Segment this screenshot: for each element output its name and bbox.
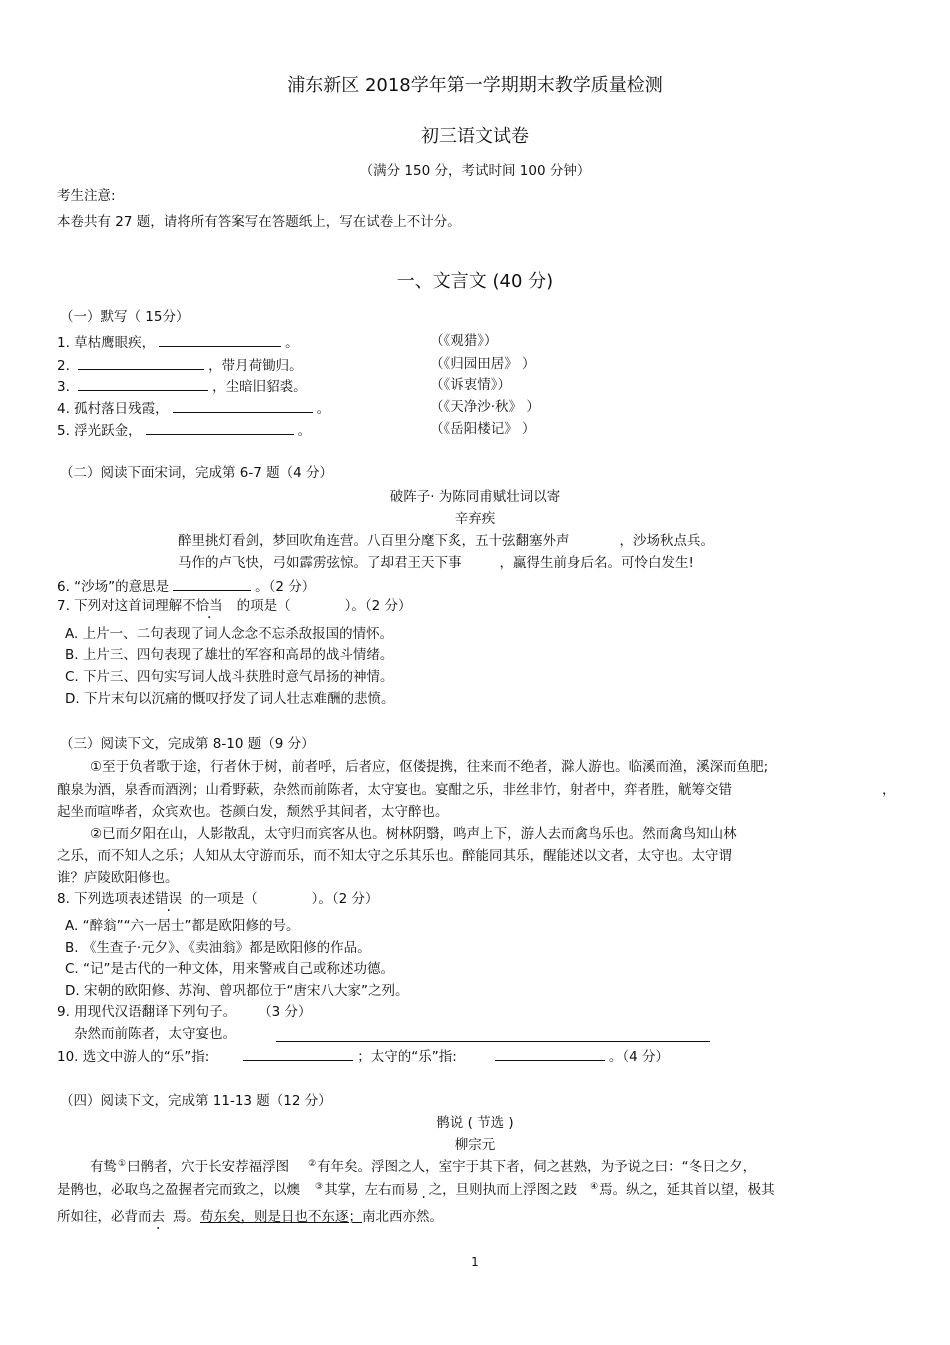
- recite-source-1: （《观猎》）: [430, 333, 498, 349]
- recite-source-5: （《岳阳楼记》 ）: [430, 421, 536, 437]
- passage2-line1: 有鸷①曰鹘者，穴于长安荐福浮图 ②有年矣。浮图之人，室宇于其下者，伺之甚熟，为予说之曰：“冬日之夕，: [90, 1158, 757, 1175]
- q8-option-c[interactable]: C. “记”是古代的一种文体，用来警戒自己或称述功德。: [65, 961, 394, 977]
- passage-p2-line2: 之乐，而不知人之乐；人知从太守游而乐，而不知太守之乐其乐也。醉能同其乐，醒能述以文者，太守也。太守谓: [57, 848, 732, 864]
- emphasis-text: 恰当: [195, 598, 223, 614]
- blank[interactable]: [159, 332, 281, 347]
- recite-source-2: （《归园田居》 ）: [430, 356, 536, 372]
- blank[interactable]: [173, 398, 313, 413]
- blank[interactable]: [78, 376, 208, 391]
- recite-item-4: 4. 孤村落日残霞， 。: [57, 398, 330, 418]
- q8-option-a[interactable]: A. “醉翁”“六一居士”都是欧阳修的号。: [65, 918, 300, 934]
- q8-option-b[interactable]: B. 《生查子·元夕》、《卖油翁》都是欧阳修的作品。: [65, 940, 371, 956]
- passage-p1-line2-end: ，: [882, 782, 896, 798]
- answer-blank[interactable]: [243, 1046, 353, 1061]
- emphasis-text: 去: [151, 1209, 165, 1225]
- part4-title: （四）阅读下文，完成第 11-13 题（12 分）: [60, 1093, 332, 1109]
- q7-option-a[interactable]: A. 上片一、二句表现了词人念念不忘杀敌报国的情怀。: [65, 626, 394, 642]
- question-7: 7. 下列对这首词理解不恰当 的项是（ ）。（2 分）: [57, 598, 412, 614]
- question-8: 8. 下列选项表述错误 的一项是（ ）。（2 分）: [57, 891, 379, 907]
- passage-p1-line2: 酿泉为酒，泉香而酒洌；山肴野蔌，杂然而前陈者，太守宴也。宴酣之乐，非丝非竹，射者中，弈者胜，觥筹交错: [57, 782, 732, 798]
- q9-answer-line[interactable]: [276, 1041, 710, 1042]
- poem-line-2: 马作的卢飞快，弓如霹雳弦惊。了却君王天下事 ，赢得生前身后名。可怜白发生!: [178, 555, 694, 571]
- section-heading: 一、文言文 (40 分): [396, 271, 554, 292]
- recite-item-2: 2. ，带月荷锄归。: [57, 355, 303, 375]
- question-10: 10. 选文中游人的“乐”指: ；太守的“乐”指: 。（4 分）: [57, 1046, 669, 1066]
- text-title: 鹘说 ( 节选 ): [436, 1115, 514, 1131]
- passage2-line2: 是鹘也，必取鸟之盈握者完而致之，以燠 ③其掌，左右而易 之，旦则执而上浮图之跂 ④焉。纵之，延其首以望，极其: [57, 1181, 775, 1198]
- passage2-line3: 所如往，必背而去 焉。苟东矣，则是日也不东逐；南北西亦然。: [57, 1209, 443, 1225]
- poem-line-1: 醉里挑灯看剑，梦回吹角连营。八百里分麾下炙，五十弦翻塞外声 ，沙场秋点兵。: [178, 533, 714, 549]
- question-9: 9. 用现代汉语翻译下列句子。 （3 分）: [57, 1004, 312, 1020]
- underlined-sentence: 苟东矣，则是日也不东逐；: [200, 1209, 362, 1225]
- passage-p1-line3: 起坐而喧哗者，众宾欢也。苍颜白发，颓然乎其间者，太守醉也。: [57, 804, 449, 820]
- q7-option-c[interactable]: C. 下片三、四句实写词人战斗获胜时意气昂扬的神情。: [65, 669, 394, 685]
- footnote-marker: ④: [590, 1181, 599, 1192]
- question-9-sentence: 杂然而前陈者，太守宴也。: [74, 1026, 236, 1042]
- blank[interactable]: [146, 420, 294, 435]
- poem-title: 破阵子· 为陈同甫赋壮词以寄: [389, 489, 561, 505]
- footnote-marker: ②: [308, 1158, 317, 1169]
- exam-title: 浦东新区 2018学年第一学期期末教学质量检测: [287, 75, 663, 96]
- passage-p2-line3: 谁？庐陵欧阳修也。: [57, 870, 179, 886]
- recite-item-1: 1. 草枯鹰眼疾， 。: [57, 332, 299, 352]
- emphasis-text: 错误: [155, 891, 183, 907]
- footnote-marker: ③: [315, 1181, 324, 1192]
- part2-title: （二）阅读下面宋词，完成第 6-7 题（4 分）: [60, 465, 334, 481]
- recite-source-4: （《天净沙·秋》 ）: [430, 399, 540, 415]
- answer-blank[interactable]: [173, 576, 251, 591]
- passage-p2-line1: ②已而夕阳在山，人影散乱，太守归而宾客从也。树林阴翳，鸣声上下，游人去而禽鸟乐也。然而禽鸟知山林: [90, 826, 737, 842]
- recite-item-5: 5. 浮光跃金， 。: [57, 420, 311, 440]
- passage-p1-line1: ①至于负者歌于途，行者休于树，前者呼，后者应，伛偻提携，往来而不绝者，滁人游也。临溪而渔，溪深而鱼肥;: [90, 759, 769, 775]
- blank[interactable]: [78, 355, 204, 370]
- q8-option-d[interactable]: D. 宋朝的欧阳修、苏洵、曾巩都位于“唐宋八大家”之列。: [65, 983, 409, 999]
- text-author: 柳宗元: [454, 1137, 496, 1153]
- q7-option-b[interactable]: B. 上片三、四句表现了雄壮的军容和高昂的战斗情绪。: [65, 647, 394, 663]
- exam-subtitle: 初三语文试卷: [421, 126, 529, 147]
- answer-blank[interactable]: [495, 1046, 605, 1061]
- recite-source-3: （《诉衷情》）: [430, 377, 511, 393]
- part3-title: （三）阅读下文，完成第 8-10 题（9 分）: [60, 736, 315, 752]
- notice-label: 考生注意:: [57, 188, 116, 204]
- footnote-marker: ①: [118, 1158, 127, 1169]
- poem-author: 辛弃疾: [454, 511, 496, 527]
- part1-title: （一）默写（ 15分）: [60, 309, 190, 325]
- page-number: 1: [471, 1255, 479, 1269]
- notice-text: 本卷共有 27 题，请将所有答案写在答题纸上，写在试卷上不计分。: [57, 214, 461, 230]
- exam-info: （满分 150 分，考试时间 100 分钟）: [359, 163, 591, 179]
- recite-item-3: 3. ，尘暗旧貂裘。: [57, 376, 307, 396]
- question-6: 6. “沙场”的意思是 。（2 分）: [57, 576, 315, 596]
- q7-option-d[interactable]: D. 下片末句以沉痛的慨叹抒发了词人壮志难酬的悲愤。: [65, 691, 395, 707]
